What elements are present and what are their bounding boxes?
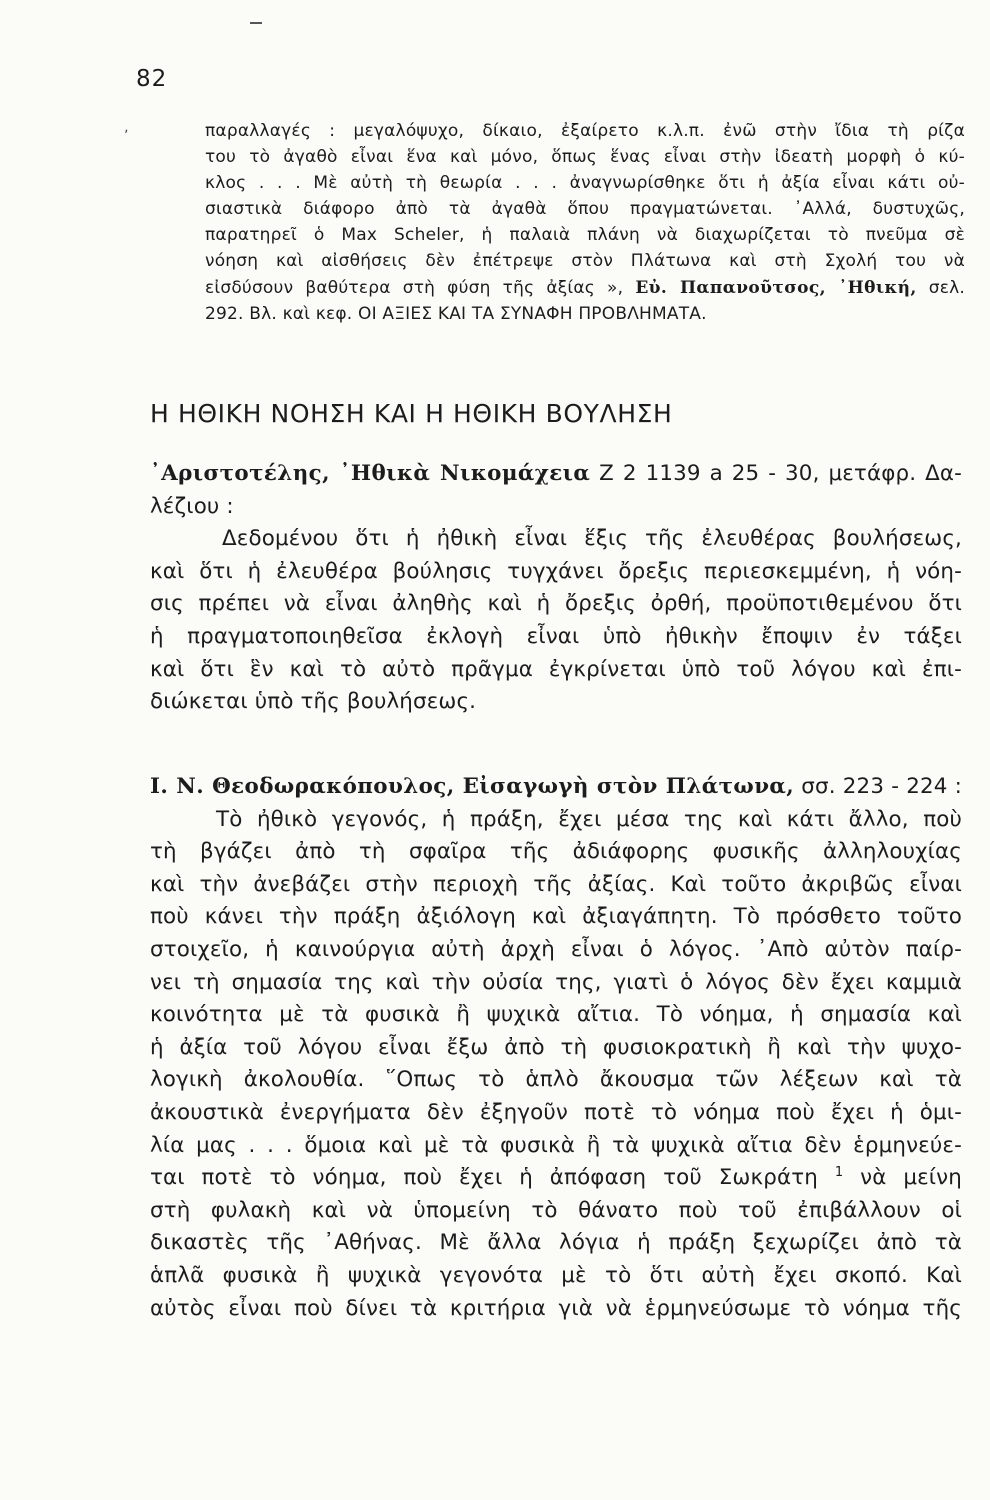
quote-text: ται ποτὲ τὸ νόημα, ποὺ ἔχει ἡ ἀπόφαση τοῦ Σωκράτη [150,1165,818,1191]
quote-line: ἡ πραγματοποιηθεῖσα ἐκλογὴ εἶναι ὑπὸ ἠθικὴν ἔποψιν ἐν τάξει [150,623,962,649]
citation-author: ᾿Αριστοτέλης, ᾿Ηθικὰ Νικομάχεια [150,461,591,486]
quote-line: στὴ φυλακὴ καὶ νὰ ὑπομείνη τὸ θάνατο ποὺ τοῦ ἐπιβάλλουν οἱ [150,1197,962,1223]
quote-line: καὶ τὴν ἀνεβάζει στὴν περιοχὴ τῆς ἀξίας. Καὶ τοῦτο ἀκριβῶς εἶναι [150,871,962,897]
citation-ref: Ζ 2 1139 a 25 - 30, μετάφρ. Δα- [590,461,962,486]
footnote-line: παρατηρεῖ ὁ Max Scheler, ἡ παλαιὰ πλάνη νὰ διαχωρίζεται τὸ πνεῦμα σὲ [205,225,965,246]
citation-line: λέζιου : [150,493,234,519]
quote-line: λία μας . . . ὅμοια καὶ μὲ τὰ φυσικὰ ἢ τὰ ψυχικὰ αἴτια δὲν ἑρμηνεύε- [150,1132,962,1158]
citation-line [150,771,962,804]
quote-line [150,1162,962,1195]
citation-line [150,458,962,491]
footnote-line: παραλλαγές : μεγαλόψυχο, δίκαιο, ἐξαίρετο κ.λ.π. ἐνῶ στὴν ἴδια τὴ ρίζα [205,121,965,141]
footnote-line [205,275,965,301]
quote-line: σις πρέπει νὰ εἶναι ἀληθὴς καὶ ἡ ὄρεξις ὀρθή, προϋποτιθεμένου ὅτι [150,591,962,617]
quote-line: κοινότητα μὲ τὰ φυσικὰ ἢ ψυχικὰ αἴτια. Τὸ νόημα, ἡ σημασία καὶ [150,1002,962,1028]
footnote-line: νόηση καὶ αἰσθήσεις δὲν ἐπέτρεψε στὸν Πλάτωνα καὶ στὴ Σχολή του νὰ [205,251,965,272]
citation-ref: σσ. 223 - 224 : [794,774,962,799]
quote-line: τὴ βγάζει ἀπὸ τὴ σφαῖρα τῆς ἀδιάφορης φυσικῆς ἀλληλουχίας [150,839,962,865]
footnote-marker: 1 [834,1165,844,1181]
footnote-line: του τὸ ἀγαθὸ εἶναι ἕνα καὶ μόνο, ὅπως ἕνας εἶναι στὴν ἰδεατὴ μορφὴ ὁ κύ- [205,147,965,168]
quote-line: διώκεται ὑπὸ τῆς βουλήσεως. [150,689,477,715]
quote-line: στοιχεῖο, ἡ καινούργια αὐτὴ ἀρχὴ εἶναι ὁ λόγος. ᾿Απὸ αὐτὸν παίρ- [150,936,962,962]
footnote-line: 292. Βλ. καὶ κεφ. ΟΙ ΑΞΙΕΣ ΚΑΙ ΤΑ ΣΥΝΑΦΗ ΠΡΟΒΛΗΜΑΤΑ. [205,303,707,324]
citation-author: Ι. Ν. Θεοδωρακόπουλος, Εἰσαγωγὴ στὸν Πλάτωνα, [150,774,795,799]
page-top-mark [250,22,262,24]
margin-mark: ʼ [124,128,129,144]
quote-line: ἡ ἀξία τοῦ λόγου εἶναι ἔξω ἀπὸ τὴ φυσιοκρατικὴ ἢ καὶ τὴν ψυχο- [150,1034,962,1060]
quote-line: νει τὴ σημασία της καὶ τὴν οὐσία της, γιατὶ ὁ λόγος δὲν ἔχει καμμιὰ [150,969,962,995]
quote-line: αὐτὸς εἶναι ποὺ δίνει τὰ κριτήρια γιὰ νὰ ἑρμηνεύσωμε τὸ νόημα τῆς [150,1295,962,1321]
quote-line: δικαστὲς τῆς ᾿Αθήνας. Μὲ ἄλλα λόγια ἡ πράξη ξεχωρίζει ἀπὸ τὰ [150,1230,962,1256]
footnote-line: σιαστικὰ διάφορο ἀπὸ τὰ ἀγαθὰ ὅπου πραγματώνεται. ᾿Αλλά, δυστυχῶς, [205,199,965,220]
quote-line: ἁπλᾶ φυσικὰ ἢ ψυχικὰ γεγονότα μὲ τὸ ὅτι αὐτὴ ἔχει σκοπό. Καὶ [150,1262,962,1288]
footnote-block [205,118,965,327]
footnote-page-ref: σελ. [916,277,965,298]
quote-line: καὶ ὅτι ἓν καὶ τὸ αὐτὸ πρᾶγμα ἐγκρίνεται ὑπὸ τοῦ λόγου καὶ ἐπι- [150,656,962,682]
quote-text: νὰ μείνη [843,1165,962,1191]
quote-line: ἀκουστικὰ ἐνεργήματα δὲν ἐξηγοῦν ποτὲ τὸ νόημα ποὺ ἔχει ἡ ὁμι- [150,1099,962,1125]
aristotle-quote-section [150,458,962,719]
quote-line: λογικὴ ἀκολουθία. ῞Οπως τὸ ἁπλὸ ἄκουσμα τῶν λέξεων καὶ τὰ [150,1067,962,1093]
section-heading: Η ΗΘΙΚΗ ΝΟΗΣΗ ΚΑΙ Η ΗΘΙΚΗ ΒΟΥΛΗΣΗ [150,399,673,428]
quote-line: καὶ ὅτι ἡ ἐλευθέρα βούλησις τυγχάνει ὄρεξις περιεσκεμμένη, ἡ νόη- [150,558,962,584]
footnote-citation: Εὐ. Παπανοῦτσος, ᾿Ηθική, [635,277,917,298]
quote-line: ποὺ κάνει τὴν πράξη ἀξιόλογη καὶ ἀξιαγάπητη. Τὸ πρόσθετο τοῦτο [150,904,962,930]
quote-line: Δεδομένου ὅτι ἡ ἠθικὴ εἶναι ἕξις τῆς ἐλευθέρας βουλήσεως, [222,526,962,552]
page-number: 82 [136,66,168,92]
footnote-text: εἰσδύσουν βαθύτερα στὴ φύση τῆς ἀξίας », [205,277,636,298]
footnote-line: κλος . . . Μὲ αὐτὴ τὴ θεωρία . . . ἀναγνωρίσθηκε ὅτι ἡ ἀξία εἶναι κάτι οὐ- [205,173,965,194]
theodorakopoulos-quote-section [150,771,962,1325]
quote-line: Τὸ ἠθικὸ γεγονός, ἡ πράξη, ἔχει μέσα της καὶ κάτι ἄλλο, ποὺ [216,806,962,832]
